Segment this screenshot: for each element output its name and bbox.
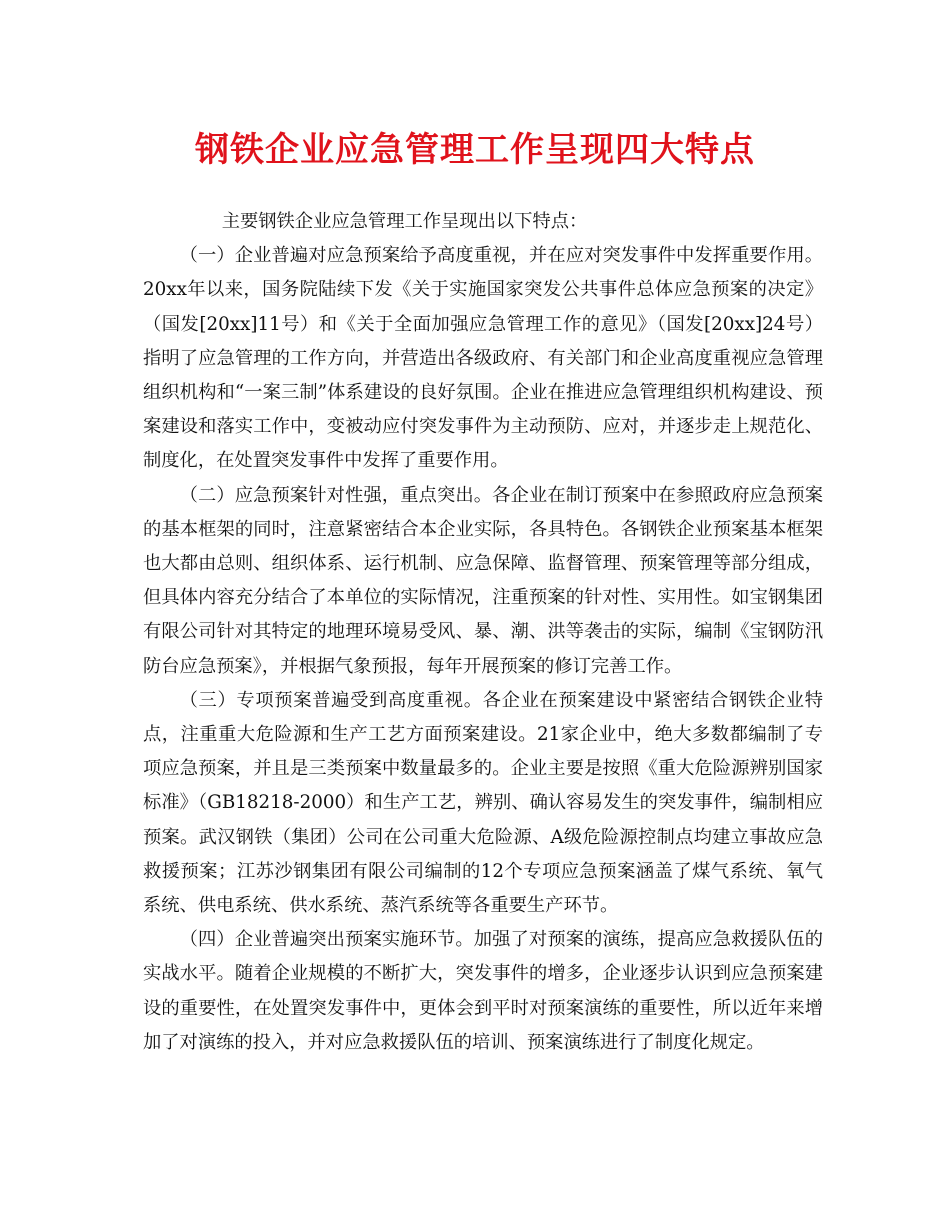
document-body [143, 205, 823, 1060]
paragraph-point-3: （三）专项预案普遍受到高度重视。各企业在预案建设中紧密结合钢铁企业特点，注重重大危险源和生产工艺方面预案建设。21家企业中，绝大多数都编制了专项应急预案，并且是三类预案中数量最多的。企业主要是按照《重大危险源辨别国家标准》（GB18218-2000）和生产工艺，辨别、确认容易发生的突发事件，编制相应预案。武汉钢铁（集团）公司在公司重大危险源、A级危险源控制点均建立事故应急救援预案；江苏沙钢集团有限公司编制的12个专项应急预案涵盖了煤气系统、氧气系统、供电系统、供水系统、蒸汽系统等各重要生产环节。 [143, 689, 823, 917]
intro-paragraph: 主要钢铁企业应急管理工作呈现出以下特点： [221, 211, 588, 232]
paragraph-point-2: （二）应急预案针对性强，重点突出。各企业在制订预案中在参照政府应急预案的基本框架的同时，注意紧密结合本企业实际，各具特色。各钢铁企业预案基本框架也大都由总则、组织体系、运行机制、应急保障、监督管理、预案管理等部分组成，但具体内容充分结合了本单位的实际情况，注重预案的针对性、实用性。如宝钢集团有限公司针对其特定的地理环境易受风、暴、潮、洪等袭击的实际，编制《宝钢防汛防台应急预案》，并根据气象预报，每年开展预案的修订完善工作。 [143, 484, 823, 677]
paragraph-point-1: （一）企业普遍对应急预案给予高度重视，并在应对突发事件中发挥重要作用。20xx年以来，国务院陆续下发《关于实施国家突发公共事件总体应急预案的决定》（国发[20xx]11号）和《关于全面加强应急管理工作的意见》（国发[20xx]24号）指明了应急管理的工作方向，并营造出各级政府、有关部门和企业高度重视应急管理组织机构和“一案三制”体系建设的良好氛围。企业在推进应急管理组织机构建设、预案建设和落实工作中，变被动应付突发事件为主动预防、应对，并逐步走上规范化、制度化，在处置突发事件中发挥了重要作用。 [143, 245, 823, 472]
document-title: 钢铁企业应急管理工作呈现四大特点 [195, 130, 755, 170]
paragraph-point-4: （四）企业普遍突出预案实施环节。加强了对预案的演练，提高应急救援队伍的实战水平。随着企业规模的不断扩大，突发事件的增多，企业逐步认识到应急预案建设的重要性，在处置突发事件中，更体会到平时对预案演练的重要性，所以近年来增加了对演练的投入，并对应急救援队伍的培训、预案演练进行了制度化规定。 [143, 929, 823, 1053]
